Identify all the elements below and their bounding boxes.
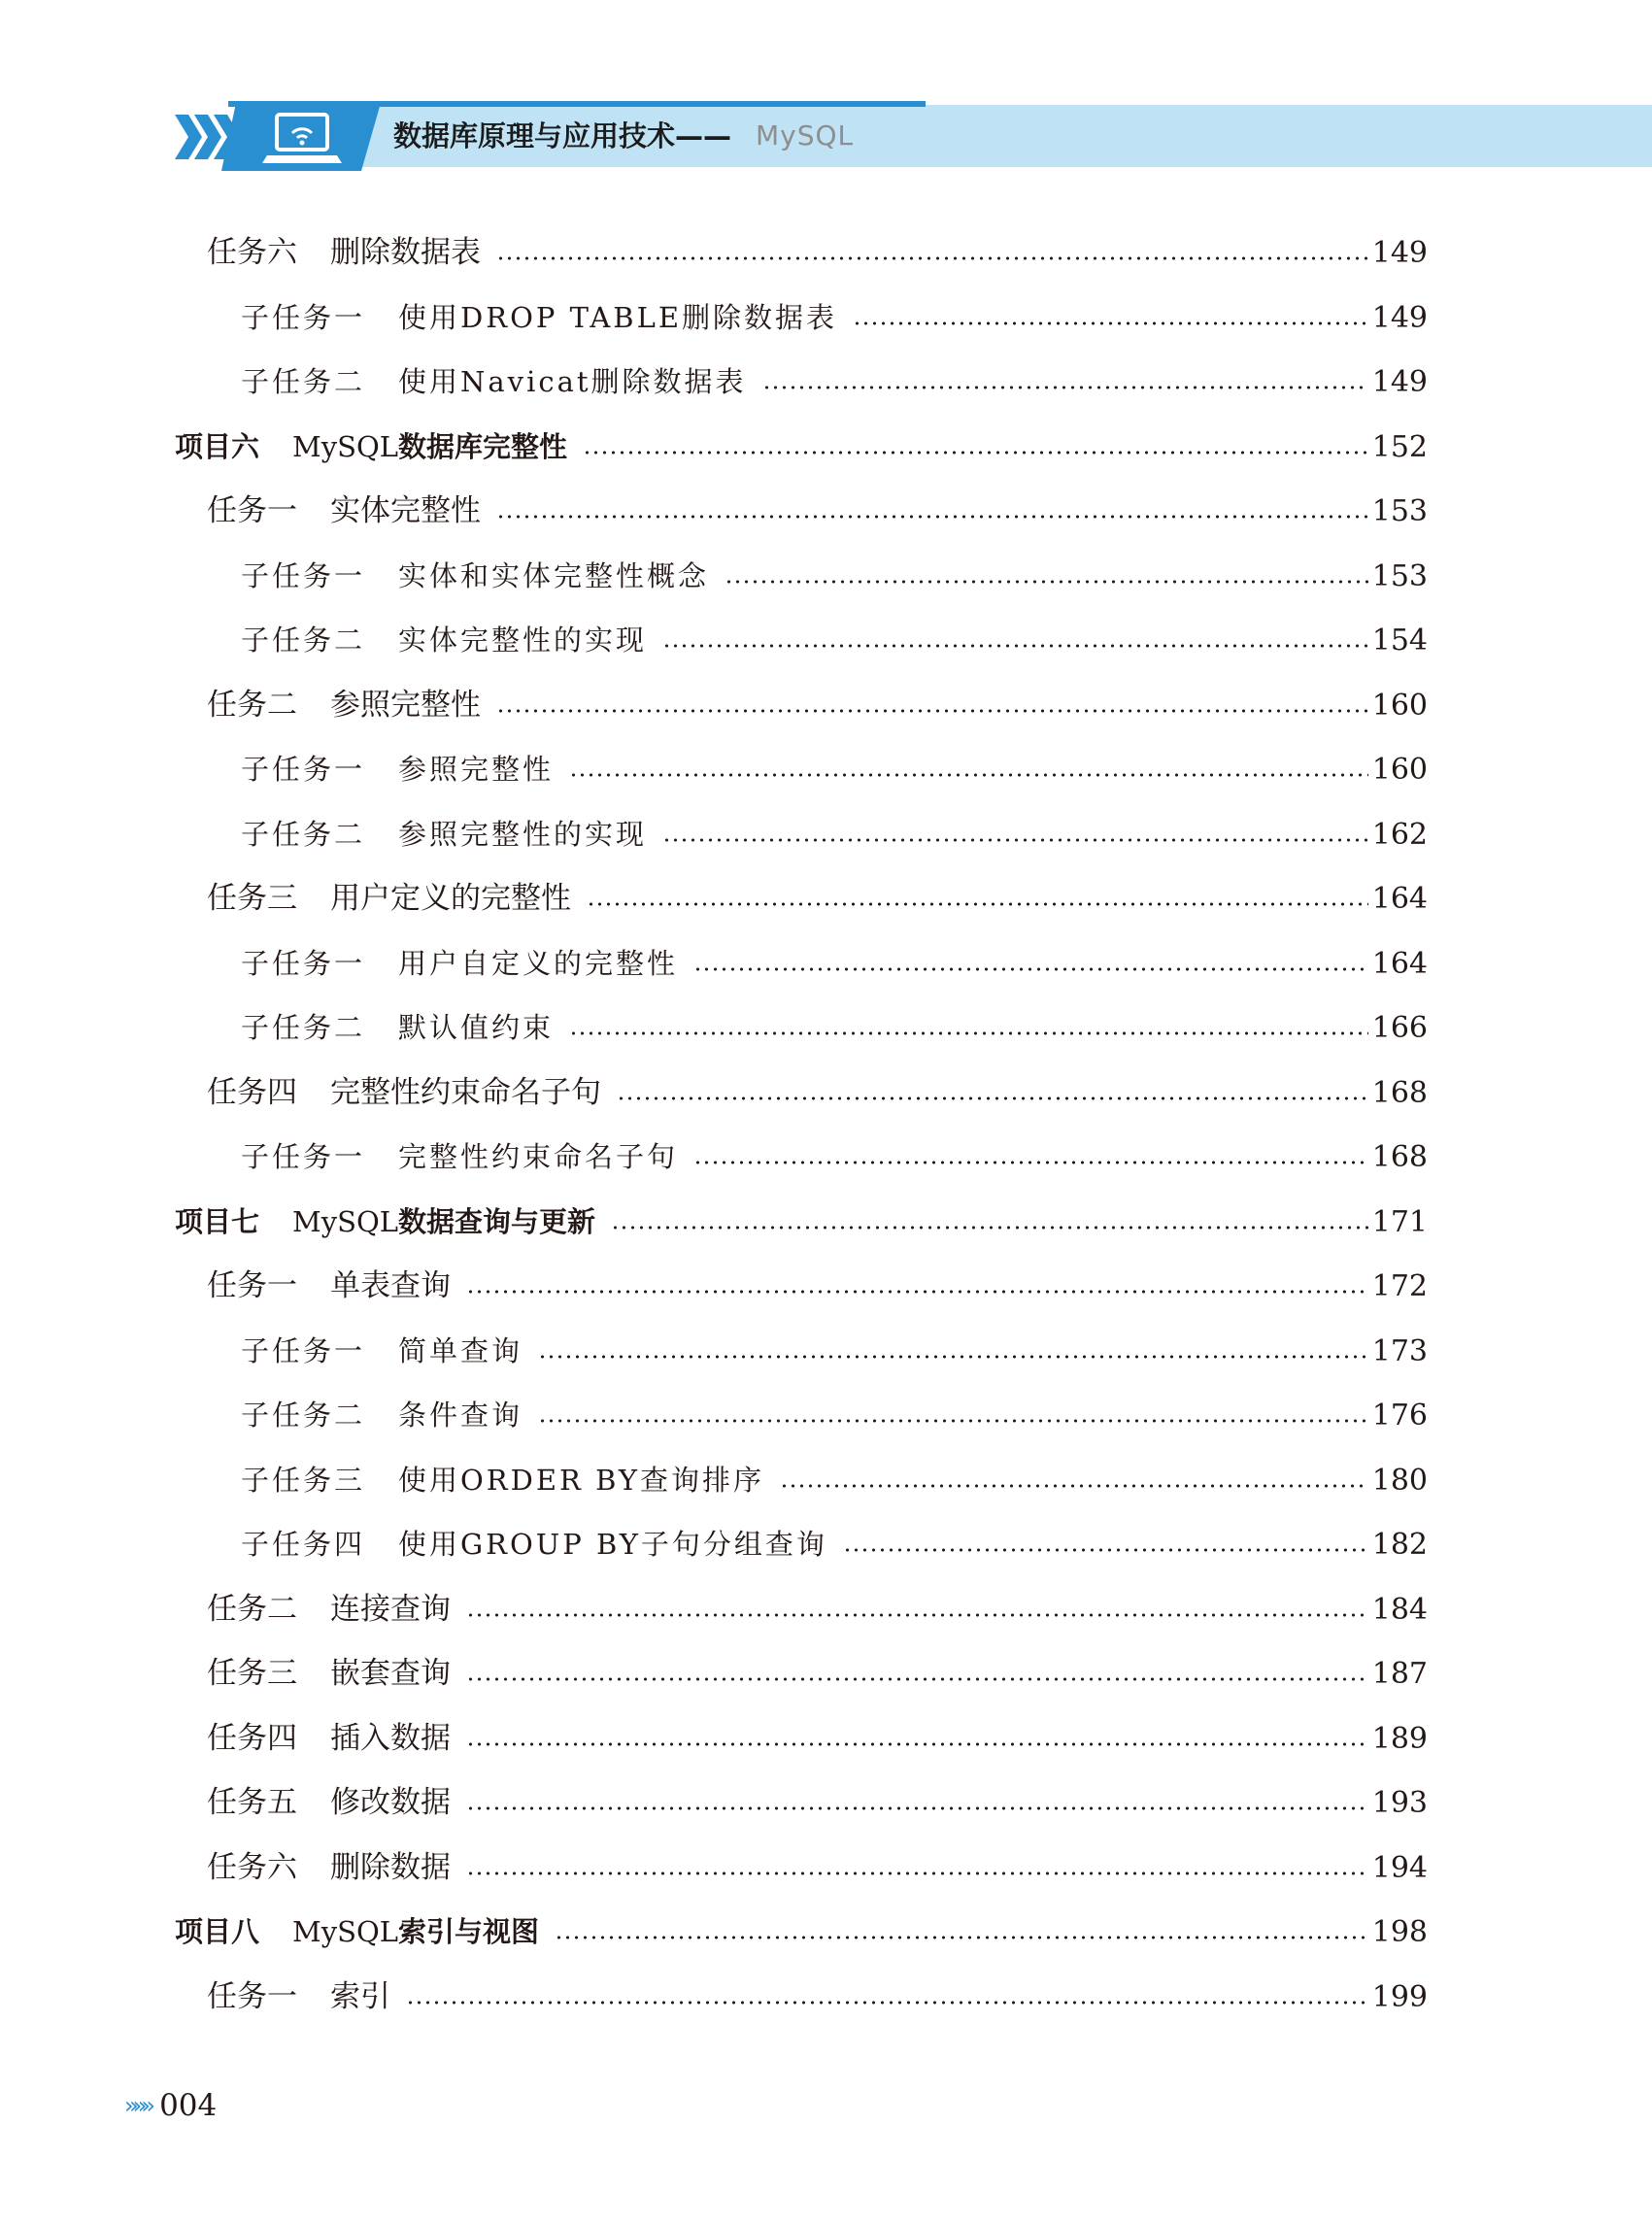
toc-entry-title: 参照完整性的实现	[398, 818, 648, 851]
toc-page-number: 180	[1371, 1464, 1428, 1498]
toc-entry-sub[interactable]	[241, 1456, 1428, 1504]
toc-dot-leader	[466, 1290, 1368, 1294]
toc-entry-number: 子任务二	[241, 818, 366, 851]
toc-entry-title: 实体和实体完整性概念	[398, 559, 710, 592]
toc-entry-number: 任务六	[207, 1850, 297, 1885]
toc-dot-leader	[843, 1548, 1368, 1552]
toc-entry-sub[interactable]	[241, 293, 1428, 342]
toc-entry-number: 子任务二	[241, 624, 366, 657]
toc-page-number: 189	[1371, 1722, 1428, 1756]
toc-entry-title: 嵌套查询	[330, 1656, 451, 1691]
toc-dot-leader	[611, 1226, 1368, 1230]
toc-page-number: 194	[1371, 1851, 1428, 1885]
chevron-arrows-icon	[175, 115, 241, 159]
toc-entry-sub[interactable]	[241, 1132, 1428, 1181]
toc-dot-leader	[466, 1806, 1368, 1810]
toc-entry-title: 完整性约束命名子句	[398, 1140, 679, 1173]
toc-entry-title: 索引	[330, 1979, 390, 2014]
toc-entry-task[interactable]	[207, 1068, 1428, 1117]
toc-entry-task[interactable]	[207, 487, 1428, 535]
toc-page-number: 187	[1371, 1657, 1428, 1691]
toc-page-number: 176	[1371, 1399, 1428, 1433]
toc-entry-sub[interactable]	[241, 810, 1428, 859]
toc-page-number: 184	[1371, 1593, 1428, 1627]
toc-page-number: 160	[1371, 753, 1428, 787]
toc-entry-title-text: 数据查询与更新	[398, 1205, 596, 1238]
toc-entry-task[interactable]	[207, 1262, 1428, 1310]
toc-dot-leader	[496, 515, 1368, 519]
toc-entry-number: 项目八	[175, 1915, 260, 1948]
toc-entry-number: 任务一	[207, 1979, 297, 2014]
toc-page-number: 166	[1371, 1011, 1428, 1045]
toc-dot-leader	[466, 1871, 1368, 1875]
toc-entry-title-latin: MySQL	[292, 430, 398, 463]
toc-entry-task[interactable]	[207, 1778, 1428, 1827]
toc-entry-title: 实体完整性	[330, 493, 481, 528]
toc-page-number: 164	[1371, 882, 1428, 916]
book-subtitle: MySQL	[756, 119, 855, 152]
toc-page-number: 182	[1371, 1528, 1428, 1562]
toc-entry-task[interactable]	[207, 1972, 1428, 2021]
toc-entry-title: 完整性约束命名子句	[330, 1075, 601, 1110]
footer-arrows-icon: »»»	[124, 2092, 151, 2119]
toc-dot-leader	[662, 838, 1368, 842]
toc-entry-title: 删除数据表	[330, 235, 481, 270]
toc-page-number: 173	[1371, 1334, 1428, 1368]
toc-dot-leader	[780, 1484, 1368, 1488]
toc-entry-title-latin: MySQL	[292, 1205, 398, 1238]
toc-dot-leader	[538, 1419, 1368, 1423]
toc-entry-number: 子任务四	[241, 1528, 366, 1561]
toc-entry-number: 子任务一	[241, 1140, 366, 1173]
toc-entry-sub[interactable]	[241, 1391, 1428, 1439]
toc-entry-task[interactable]	[207, 681, 1428, 729]
toc-entry-number: 任务三	[207, 881, 297, 916]
toc-page-number: 168	[1371, 1140, 1428, 1174]
toc-entry-title: 实体完整性的实现	[398, 624, 648, 657]
toc-dot-leader	[496, 709, 1368, 713]
toc-entry-sub[interactable]	[241, 1327, 1428, 1375]
toc-entry-number: 任务五	[207, 1785, 297, 1820]
toc-entry-sub[interactable]	[241, 357, 1428, 406]
toc-entry-number: 子任务一	[241, 559, 366, 592]
toc-entry-number: 任务二	[207, 1592, 297, 1627]
toc-dot-leader	[693, 967, 1368, 971]
toc-entry-number: 子任务二	[241, 365, 366, 398]
banner-graphic	[0, 0, 1652, 194]
book-title: 数据库原理与应用技术——	[393, 119, 732, 152]
toc-dot-leader	[853, 321, 1368, 325]
toc-entry-title-text: 索引与视图	[398, 1915, 540, 1948]
toc-entry-sub[interactable]	[241, 552, 1428, 600]
toc-dot-leader	[466, 1613, 1368, 1617]
toc-dot-leader	[406, 2001, 1368, 2005]
toc-entry-title: 用户自定义的完整性	[398, 947, 679, 980]
toc-entry-title: 修改数据	[330, 1785, 451, 1820]
toc-entry-task[interactable]	[207, 874, 1428, 923]
toc-dot-leader	[725, 580, 1368, 584]
toc-dot-leader	[466, 1742, 1368, 1746]
toc-entry-number: 子任务三	[241, 1464, 366, 1497]
toc-page-number: 162	[1371, 818, 1428, 852]
toc-entry-number: 子任务二	[241, 1399, 366, 1432]
toc-entry-sub[interactable]	[241, 1520, 1428, 1568]
toc-page-number: 193	[1371, 1786, 1428, 1820]
toc-dot-leader	[583, 451, 1368, 455]
toc-entry-title: 插入数据	[330, 1721, 451, 1756]
toc-entry-number: 任务一	[207, 493, 297, 528]
toc-entry-task[interactable]	[207, 228, 1428, 277]
toc-page-number: 149	[1371, 301, 1428, 335]
toc-entry-number: 任务六	[207, 235, 297, 270]
toc-entry-sub[interactable]	[241, 745, 1428, 793]
toc-page-number: 153	[1371, 559, 1428, 593]
toc-entry-number: 任务一	[207, 1268, 297, 1303]
toc-entry-project[interactable]	[175, 1197, 1428, 1246]
toc-entry-number: 项目七	[175, 1205, 260, 1238]
toc-entry-title: 简单查询	[398, 1334, 523, 1367]
toc-entry-sub[interactable]	[241, 1003, 1428, 1052]
toc-page-number: 149	[1371, 236, 1428, 270]
toc-entry-number: 子任务一	[241, 753, 366, 786]
toc-page-number: 149	[1371, 365, 1428, 399]
toc-entry-task[interactable]	[207, 1843, 1428, 1892]
toc-entry-number: 任务三	[207, 1656, 297, 1691]
toc-entry-title: 条件查询	[398, 1399, 523, 1432]
toc-entry-title	[292, 1907, 539, 1956]
toc-dot-leader	[555, 1936, 1368, 1939]
toc-entry-number: 子任务二	[241, 1011, 366, 1044]
toc-dot-leader	[587, 902, 1368, 906]
toc-dot-leader	[466, 1677, 1368, 1681]
toc-dot-leader	[569, 773, 1368, 777]
toc-entry-title	[292, 1197, 595, 1246]
toc-entry-sub[interactable]	[241, 939, 1428, 988]
toc-entry-number: 任务四	[207, 1075, 297, 1110]
toc-entry-title: 使用GROUP BY子句分组查询	[398, 1528, 827, 1561]
toc-entry-title: 使用Navicat删除数据表	[398, 365, 747, 398]
page-number: 004	[159, 2088, 218, 2123]
toc-entry-title: 用户定义的完整性	[330, 881, 571, 916]
toc-entry-number: 子任务一	[241, 1334, 366, 1367]
toc-dot-leader	[538, 1355, 1368, 1359]
toc-entry-title	[292, 422, 567, 471]
toc-dot-leader	[762, 386, 1368, 389]
toc-entry-title: 单表查询	[330, 1268, 451, 1303]
toc-entry-number: 子任务一	[241, 947, 366, 980]
toc-dot-leader	[569, 1031, 1368, 1035]
toc-page-number: 164	[1371, 947, 1428, 981]
toc-page-number: 171	[1371, 1205, 1428, 1239]
toc-entry-task[interactable]	[207, 1585, 1428, 1634]
toc-entry-number: 项目六	[175, 430, 260, 463]
toc-page-number: 172	[1371, 1269, 1428, 1303]
toc-dot-leader	[662, 644, 1368, 648]
toc-entry-task[interactable]	[207, 1714, 1428, 1763]
toc-entry-task[interactable]	[207, 1649, 1428, 1698]
toc-dot-leader	[693, 1161, 1368, 1164]
toc-dot-leader	[496, 256, 1368, 260]
toc-page-number: 198	[1371, 1915, 1428, 1949]
toc-page-number: 152	[1371, 430, 1428, 464]
toc-page-number: 153	[1371, 494, 1428, 528]
toc-entry-title: 使用DROP TABLE删除数据表	[398, 301, 838, 334]
toc-entry-project[interactable]	[175, 1907, 1428, 1956]
toc-entry-number: 任务四	[207, 1721, 297, 1756]
toc-entry-title-latin: MySQL	[292, 1915, 398, 1948]
toc-page-number: 168	[1371, 1076, 1428, 1110]
toc-entry-title-text: 数据库完整性	[398, 430, 568, 463]
toc-page-number: 160	[1371, 689, 1428, 723]
toc-page-number: 154	[1371, 624, 1428, 657]
toc-entry-title: 连接查询	[330, 1592, 451, 1627]
toc-entry-sub[interactable]	[241, 616, 1428, 664]
toc-dot-leader	[617, 1096, 1368, 1100]
header-banner	[0, 0, 1652, 194]
page-footer	[124, 2086, 217, 2125]
toc-entry-number: 子任务一	[241, 301, 366, 334]
toc-page-number: 199	[1371, 1980, 1428, 2014]
toc-entry-number: 任务二	[207, 688, 297, 723]
toc-entry-title: 参照完整性	[330, 688, 481, 723]
toc-entry-project[interactable]	[175, 422, 1428, 471]
toc-entry-title: 参照完整性	[398, 753, 555, 786]
toc-entry-title: 使用ORDER BY查询排序	[398, 1464, 765, 1497]
toc-entry-title: 删除数据	[330, 1850, 451, 1885]
toc-entry-title: 默认值约束	[398, 1011, 555, 1044]
